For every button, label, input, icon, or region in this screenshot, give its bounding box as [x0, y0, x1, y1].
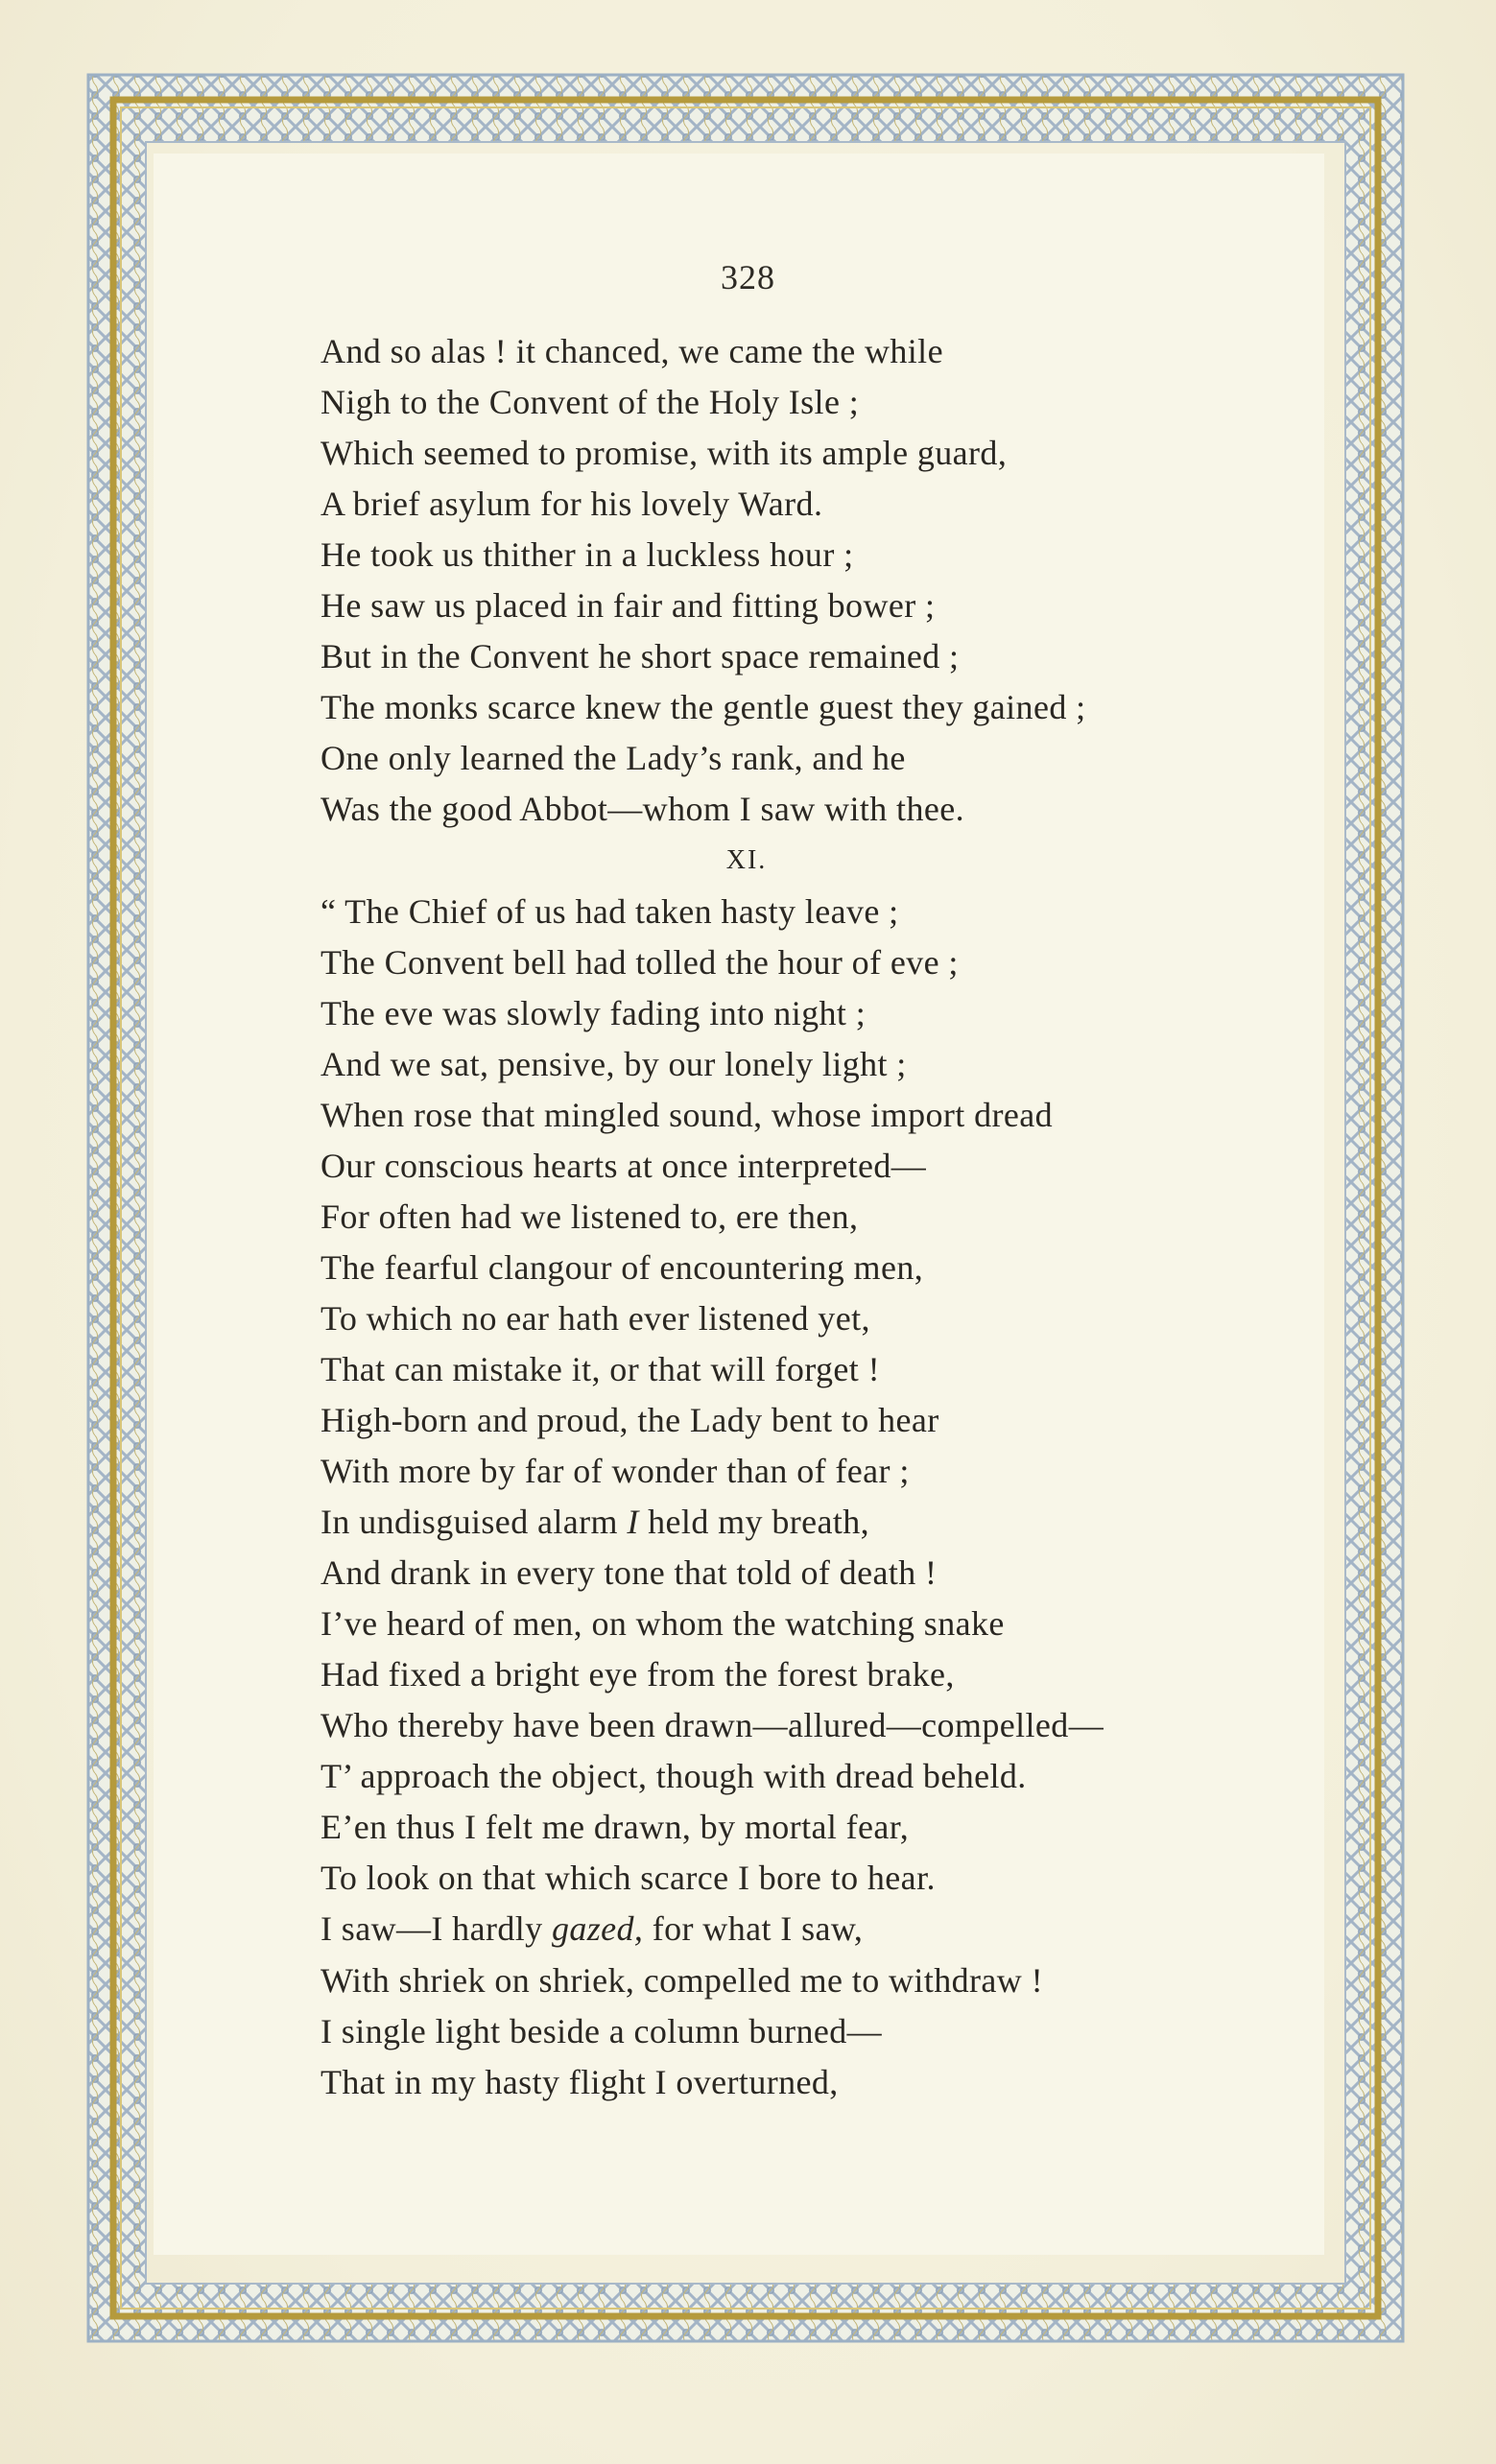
poem-line: But in the Convent he short space remained ; — [321, 637, 960, 676]
poem-line: And drank in every tone that told of death ! — [321, 1553, 938, 1593]
poem-line: The fearful clangour of encountering men, — [321, 1247, 924, 1287]
poem-line: High-born and proud, the Lady bent to hear — [321, 1400, 939, 1439]
poem-line: “ The Chief of us had taken hasty leave ; — [321, 891, 899, 931]
poem-line: And so alas ! it chanced, we came the while — [321, 332, 943, 370]
poem-line: Our conscious hearts at once interpreted— — [321, 1146, 927, 1185]
poem-line: A brief asylum for his lovely Ward. — [321, 485, 823, 524]
line-segment: I saw—I hardly — [321, 1909, 552, 1949]
poem-line: Had fixed a bright eye from the forest brake, — [321, 1655, 955, 1694]
italic-word: I — [627, 1503, 639, 1542]
poem-line: That in my hasty flight I overturned, — [321, 2062, 839, 2101]
poem-line: For often had we listened to, ere then, — [321, 1196, 859, 1236]
poem-line: To look on that which scarce I bore to hear. — [321, 1859, 936, 1898]
poem-line: I’ve heard of men, on whom the watching snake — [321, 1604, 1005, 1644]
poem-line: He saw us placed in fair and fitting bower ; — [321, 586, 936, 626]
poem-line: That can mistake it, or that will forget ! — [321, 1349, 880, 1388]
poem-line: T’ approach the object, though with dread beheld. — [321, 1757, 1027, 1796]
poem-line: And we sat, pensive, by our lonely light ; — [321, 1044, 907, 1083]
poem-line: The monks scarce knew the gentle guest they gained ; — [321, 688, 1086, 727]
poem-line: The eve was slowly fading into night ; — [321, 993, 867, 1032]
poem-line: Who thereby have been drawn—allured—compelled— — [321, 1706, 1104, 1745]
poem-body — [321, 326, 1280, 2108]
poem-line: The Convent bell had tolled the hour of eve ; — [321, 942, 959, 982]
poem-line: He took us thither in a luckless hour ; — [321, 535, 854, 575]
poem-line: E’en thus I felt me drawn, by mortal fear, — [321, 1808, 910, 1847]
poem-line: Which seemed to promise, with its ample guard, — [321, 434, 1008, 473]
poem-line: Nigh to the Convent of the Holy Isle ; — [321, 383, 860, 422]
line-segment: held my breath, — [638, 1503, 870, 1542]
poem-line: To which no ear hath ever listened yet, — [321, 1298, 870, 1338]
poem-line: I single light beside a column burned— — [321, 2011, 883, 2050]
poem-line: With shriek on shriek, compelled me to withdraw ! — [321, 1960, 1043, 2000]
section-heading: XI. — [725, 845, 768, 876]
line-segment: In undisguised alarm — [321, 1503, 628, 1542]
poem-line: When rose that mingled sound, whose import dread — [321, 1095, 1054, 1134]
page-number: 328 — [721, 258, 775, 296]
italic-word: gazed, — [551, 1909, 644, 1949]
poem-line: With more by far of wonder than of fear ; — [321, 1452, 910, 1491]
poem-line: One only learned the Lady’s rank, and he — [321, 739, 906, 778]
line-segment: for what I saw, — [643, 1909, 864, 1949]
poem-line-with-italic — [321, 1904, 1280, 1955]
poem-line-with-italic — [321, 1497, 1280, 1548]
poem-line: Was the good Abbot—whom I saw with thee. — [321, 790, 965, 829]
